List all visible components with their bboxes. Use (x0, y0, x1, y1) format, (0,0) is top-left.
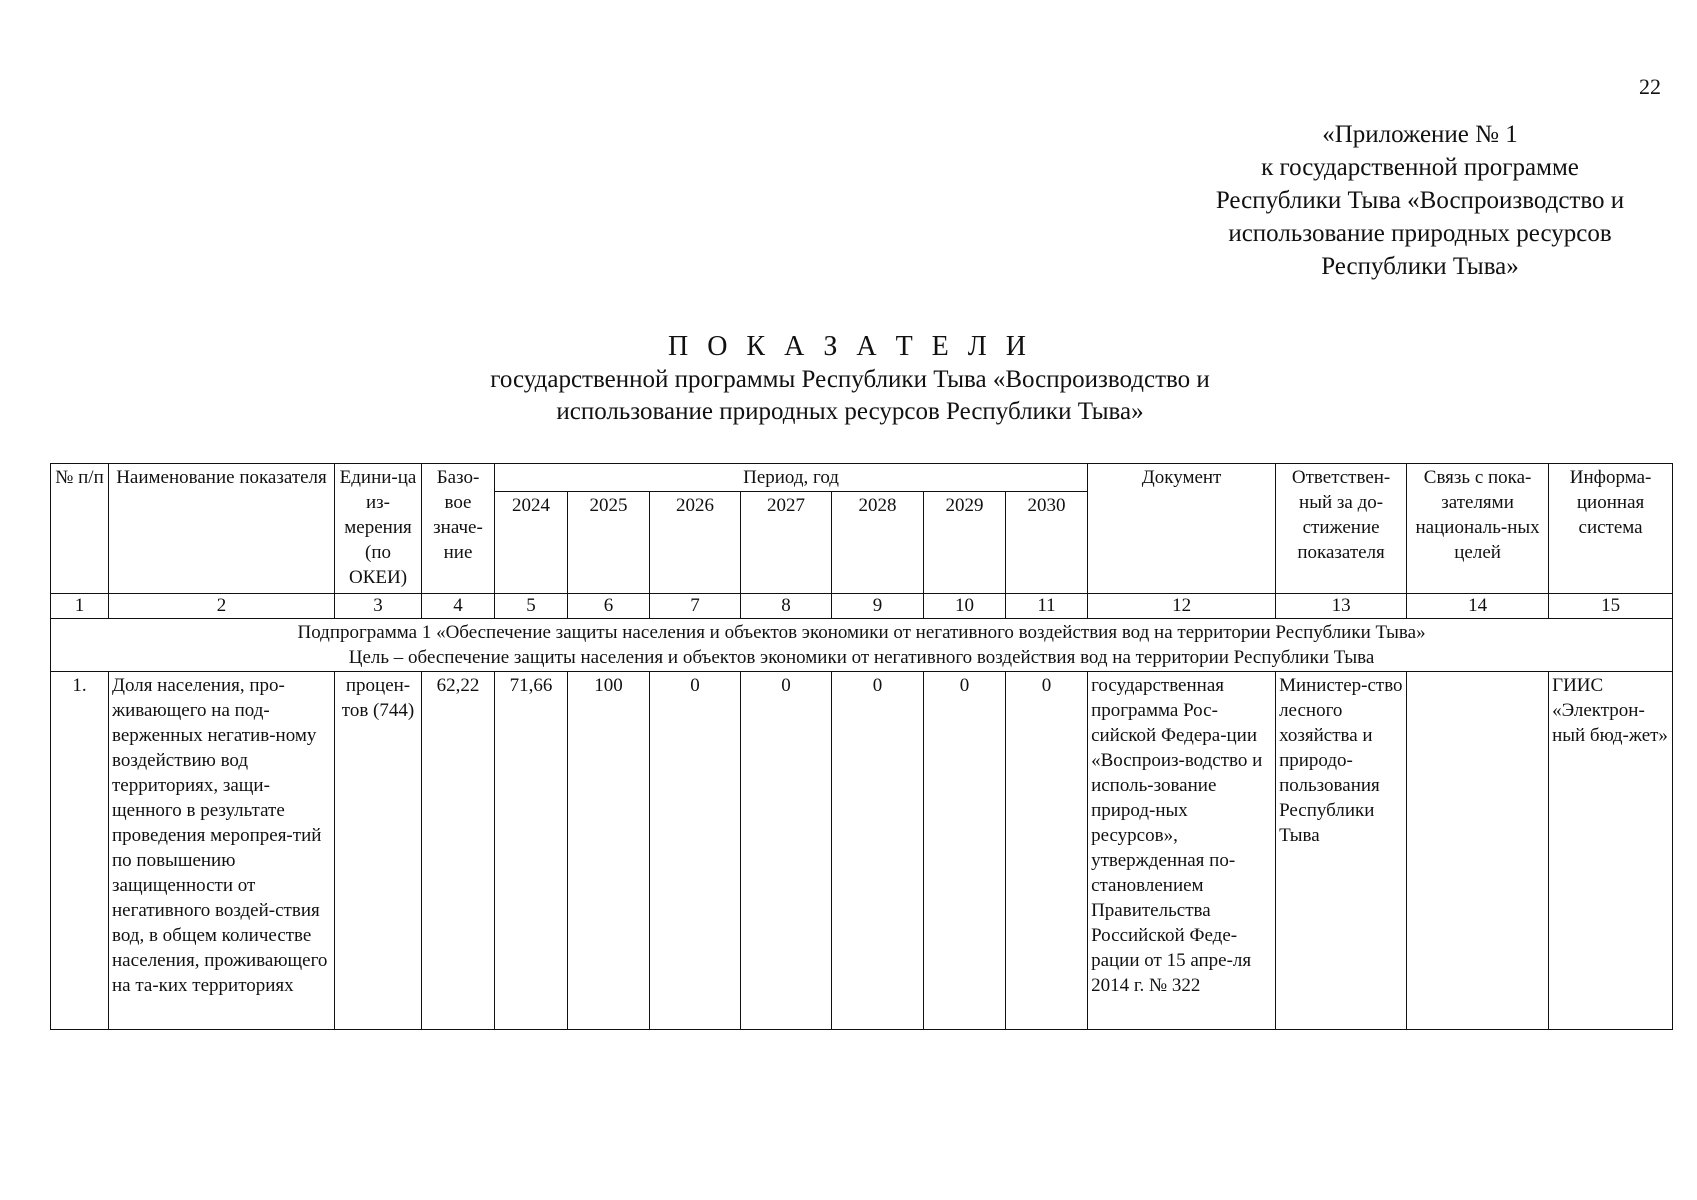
subprogram-cell (51, 619, 1673, 672)
header-unit: Едини-ца из-мерения (по ОКЕИ) (335, 464, 422, 594)
header-year: 2026 (650, 492, 741, 594)
cell-value-2025: 100 (568, 672, 650, 1030)
annex-line: использование природных ресурсов (1228, 220, 1612, 247)
cell-value-2028: 0 (832, 672, 924, 1030)
header-year: 2024 (495, 492, 568, 594)
annex-line: Республики Тыва «Воспроизводство и (1215, 187, 1625, 214)
header-year: 2030 (1006, 492, 1088, 594)
column-number-row (51, 594, 1673, 619)
document-title (300, 330, 1400, 428)
header-year: 2028 (832, 492, 924, 594)
title-subline: государственной программы Республики Тыва «Воспроизводство и (490, 366, 1210, 393)
column-number: 15 (1549, 594, 1673, 619)
column-number: 9 (832, 594, 924, 619)
column-number: 6 (568, 594, 650, 619)
column-number: 3 (335, 594, 422, 619)
subprogram-goal: Цель – обеспечение защиты населения и объектов экономики от негативного воздействия вод на территории Республики Тыва (348, 647, 1375, 668)
annex-line: Республики Тыва» (1321, 253, 1519, 280)
cell-value-2030: 0 (1006, 672, 1088, 1030)
cell-link (1407, 672, 1549, 1030)
cell-unit: процен-тов (744) (335, 672, 422, 1030)
annex-line: к государственной программе (1261, 154, 1579, 181)
subprogram-title: Подпрограмма 1 «Обеспечение защиты населения и объектов экономики от негативного воздействия вод на территории Республики Тыва» (297, 622, 1426, 643)
column-number: 14 (1407, 594, 1549, 619)
header-document: Документ (1088, 464, 1276, 594)
column-number: 12 (1088, 594, 1276, 619)
table-row (51, 672, 1673, 1030)
cell-value-2024: 71,66 (495, 672, 568, 1030)
subprogram-row (51, 619, 1673, 672)
header-no: № п/п (51, 464, 109, 594)
cell-document: государственная программа Рос-сийской Федера-ции «Воспроиз-водство и исполь-зование природ-ных ресурсов», утвержденная по-становлением Правительства Российской Феде-рации от 15 апре-ля 2014 г. № 322 (1088, 672, 1276, 1030)
header-row (51, 464, 1673, 492)
cell-name: Доля населения, про-живающего на под-верженных негатив-ному воздействию вод территориях, защи-щенного в результате проведения меропрeя-тий по повышению защищенности от негативного воздей-ствия вод, в общем количестве населения, проживающего на та-ких территориях (109, 672, 335, 1030)
header-base: Базо-вое значе-ние (422, 464, 495, 594)
cell-value-2029: 0 (924, 672, 1006, 1030)
column-number: 4 (422, 594, 495, 619)
page-number: 22 (1639, 74, 1661, 99)
column-number: 2 (109, 594, 335, 619)
annex-line: «Приложение № 1 (1322, 121, 1518, 148)
indicators-table (50, 463, 1673, 1030)
header-period: Период, год (495, 464, 1088, 492)
cell-no: 1. (51, 672, 109, 1030)
title-heading: П О К А З А Т Е Л И (667, 331, 1032, 362)
cell-value-2027: 0 (741, 672, 832, 1030)
column-number: 1 (51, 594, 109, 619)
cell-base: 62,22 (422, 672, 495, 1030)
column-number: 7 (650, 594, 741, 619)
header-year: 2027 (741, 492, 832, 594)
column-number: 8 (741, 594, 832, 619)
header-year: 2025 (568, 492, 650, 594)
column-number: 5 (495, 594, 568, 619)
column-number: 13 (1276, 594, 1407, 619)
annex-block (1160, 118, 1680, 283)
header-link: Связь с пока-зателями националь-ных целей (1407, 464, 1549, 594)
header-year: 2029 (924, 492, 1006, 594)
header-name: Наименование показателя (109, 464, 335, 594)
header-responsible: Ответствен-ный за до-стижение показателя (1276, 464, 1407, 594)
column-number: 10 (924, 594, 1006, 619)
header-info-system: Информа-ционная система (1549, 464, 1673, 594)
cell-info-system: ГИИС «Электрон-ный бюд-жет» (1549, 672, 1673, 1030)
cell-responsible: Министер-ство лесного хозяйства и природо-пользования Республики Тыва (1276, 672, 1407, 1030)
cell-value-2026: 0 (650, 672, 741, 1030)
title-subline: использование природных ресурсов Республики Тыва» (556, 398, 1144, 425)
column-number: 11 (1006, 594, 1088, 619)
